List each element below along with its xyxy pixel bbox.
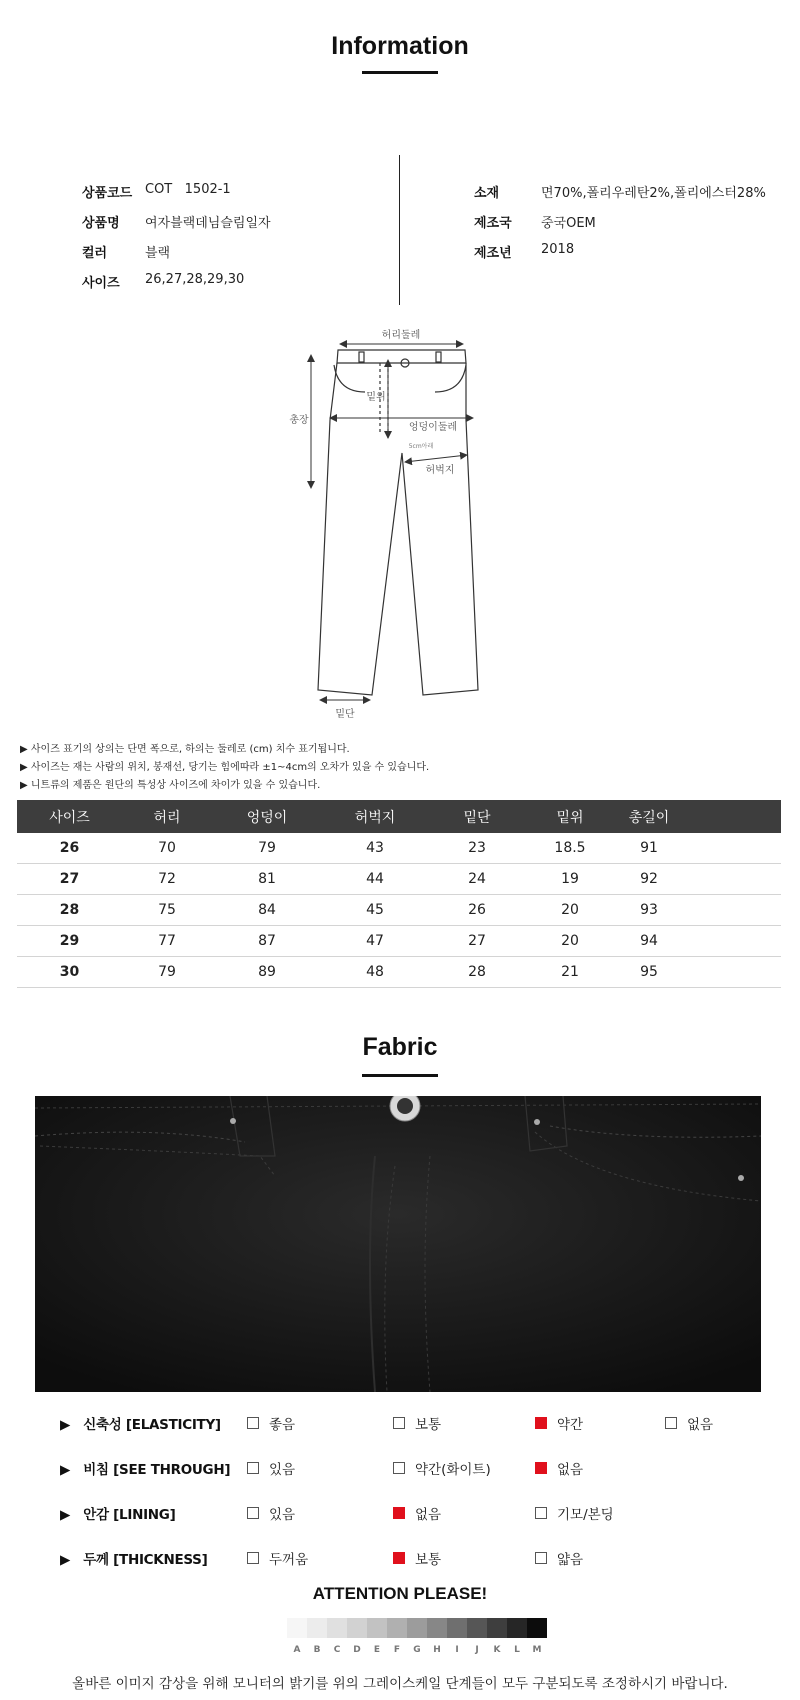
option-label: 기모/본딩 (557, 1507, 614, 1523)
table-cell: 19 (526, 864, 614, 895)
table-cell: 20 (526, 895, 614, 926)
table-cell: 77 (122, 926, 212, 957)
grayscale-letter: L (514, 1645, 520, 1655)
attr-label-text: 두께 [THICKNESS] (83, 1552, 208, 1568)
grayscale-swatch (327, 1618, 347, 1638)
grayscale-letter: H (433, 1645, 441, 1655)
grayscale-letter: C (333, 1645, 341, 1655)
grayscale-swatch (287, 1618, 307, 1638)
triangle-icon: ▶ (60, 1552, 71, 1568)
grayscale-swatch (467, 1618, 487, 1638)
grayscale-swatch (447, 1618, 467, 1638)
table-cell: 72 (122, 864, 212, 895)
attr-label-text: 안감 [LINING] (83, 1507, 176, 1523)
grayscale-swatch (407, 1618, 427, 1638)
label-hem: 밑단 (335, 709, 355, 720)
spec-key: 사이즈 (82, 276, 120, 291)
header-cell: 사이즈 (17, 800, 122, 833)
table-cell: 93 (614, 895, 684, 926)
label-rise: 밑위 (366, 392, 386, 403)
spec-value: COT 1502-1 (145, 182, 231, 197)
attr-label-text: 비침 [SEE THROUGH] (83, 1462, 231, 1478)
option-label: 있음 (269, 1507, 296, 1523)
spec-value: 26,27,28,29,30 (145, 272, 245, 287)
table-cell: 45 (322, 895, 428, 926)
option-label: 없음 (415, 1507, 442, 1523)
option-label: 없음 (557, 1462, 584, 1478)
grayscale-letter: E (373, 1645, 381, 1655)
table-cell: 28 (428, 957, 526, 988)
label-waist: 허리둘레 (381, 330, 421, 341)
spec-key: 상품코드 (82, 186, 133, 201)
spec-key: 제조년 (474, 246, 512, 261)
grayscale-letter: J (475, 1645, 479, 1655)
note: ▶ 니트류의 제품은 원단의 특성상 사이즈에 차이가 있을 수 있습니다. (20, 780, 321, 791)
spec-value: 여자블랙데님슬림일자 (145, 216, 271, 231)
table-cell: 26 (17, 833, 122, 864)
table-cell: 95 (614, 957, 684, 988)
header-cell: 허벅지 (322, 800, 428, 833)
spec-key: 소재 (474, 186, 500, 201)
header-cell: 밑위 (526, 800, 614, 833)
option-label: 얇음 (557, 1552, 584, 1568)
table-cell: 18.5 (526, 833, 614, 864)
table-cell: 24 (428, 864, 526, 895)
grayscale-letter: G (413, 1645, 421, 1655)
grayscale-letter: F (393, 1645, 401, 1655)
grayscale-swatch (367, 1618, 387, 1638)
option-label: 보통 (415, 1552, 442, 1568)
table-cell: 84 (212, 895, 322, 926)
spec-key: 컬러 (82, 246, 108, 261)
triangle-icon: ▶ (60, 1462, 71, 1478)
header-cell: 밑단 (428, 800, 526, 833)
table-cell: 47 (322, 926, 428, 957)
table-cell: 94 (614, 926, 684, 957)
table-cell: 79 (212, 833, 322, 864)
attention-message: 올바른 이미지 감상을 위해 모니터의 밝기를 위의 그레이스케일 단계들이 모두 구분되도록 조정하시기 바랍니다. (72, 1676, 728, 1692)
triangle-icon: ▶ (60, 1417, 71, 1433)
label-total-length: 총장 (289, 415, 309, 426)
table-cell: 92 (614, 864, 684, 895)
spec-value: 블랙 (145, 246, 171, 261)
grayscale-letter: M (532, 1645, 542, 1655)
table-cell: 27 (428, 926, 526, 957)
grayscale-swatch (387, 1618, 407, 1638)
table-cell: 79 (122, 957, 212, 988)
table-cell: 91 (614, 833, 684, 864)
table-cell: 81 (212, 864, 322, 895)
grayscale-letter: A (293, 1645, 301, 1655)
table-cell: 87 (212, 926, 322, 957)
option-label: 있음 (269, 1462, 296, 1478)
label-thigh-mark: 5cm아래 (408, 443, 434, 450)
table-cell: 30 (17, 957, 122, 988)
grayscale-letter: B (313, 1645, 321, 1655)
spec-key: 상품명 (82, 216, 120, 231)
header-cell: 허리 (122, 800, 212, 833)
grayscale-swatch (427, 1618, 447, 1638)
grayscale-swatch (507, 1618, 527, 1638)
table-cell: 28 (17, 895, 122, 926)
table-cell: 20 (526, 926, 614, 957)
option-label: 약간(화이트) (415, 1462, 491, 1478)
label-thigh: 허벅지 (425, 465, 455, 476)
option-label: 약간 (557, 1417, 584, 1433)
table-cell: 29 (17, 926, 122, 957)
header-cell: 엉덩이 (212, 800, 322, 833)
table-cell: 48 (322, 957, 428, 988)
table-cell: 26 (428, 895, 526, 926)
option-label: 좋음 (269, 1417, 296, 1433)
option-label: 보통 (415, 1417, 442, 1433)
header-cell: 총길이 (614, 800, 684, 833)
table-cell: 27 (17, 864, 122, 895)
spec-value: 면70%,폴리우레탄2%,폴리에스터28% (541, 186, 766, 201)
spec-key: 제조국 (474, 216, 512, 231)
table-cell: 21 (526, 957, 614, 988)
attention-title: ATTENTION PLEASE! (312, 1584, 488, 1603)
note: ▶ 사이즈는 재는 사람의 위치, 봉재선, 당기는 힘에따라 ±1~4cm의 오차가 있을 수 있습니다. (20, 762, 430, 773)
grayscale-letter: I (455, 1645, 459, 1655)
attr-label-text: 신축성 [ELASTICITY] (83, 1417, 221, 1433)
option-label: 없음 (687, 1417, 714, 1433)
information-title: Information (331, 32, 469, 60)
grayscale-letter: K (493, 1645, 501, 1655)
grayscale-swatch (347, 1618, 367, 1638)
table-cell: 89 (212, 957, 322, 988)
table-cell: 75 (122, 895, 212, 926)
table-cell: 23 (428, 833, 526, 864)
grayscale-letter: D (353, 1645, 361, 1655)
table-cell: 70 (122, 833, 212, 864)
fabric-title: Fabric (362, 1033, 438, 1061)
option-label: 두꺼움 (269, 1552, 309, 1568)
grayscale-swatch (307, 1618, 327, 1638)
table-cell: 43 (322, 833, 428, 864)
grayscale-swatch (527, 1618, 547, 1638)
note: ▶ 사이즈 표기의 상의는 단면 폭으로, 하의는 둘레로 (cm) 치수 표기됩니다. (20, 744, 350, 755)
spec-value: 중국OEM (541, 216, 596, 231)
triangle-icon: ▶ (60, 1507, 71, 1523)
spec-value: 2018 (541, 242, 575, 257)
grayscale-swatch (487, 1618, 507, 1638)
label-hip: 엉덩이둘레 (408, 422, 458, 433)
table-cell: 44 (322, 864, 428, 895)
